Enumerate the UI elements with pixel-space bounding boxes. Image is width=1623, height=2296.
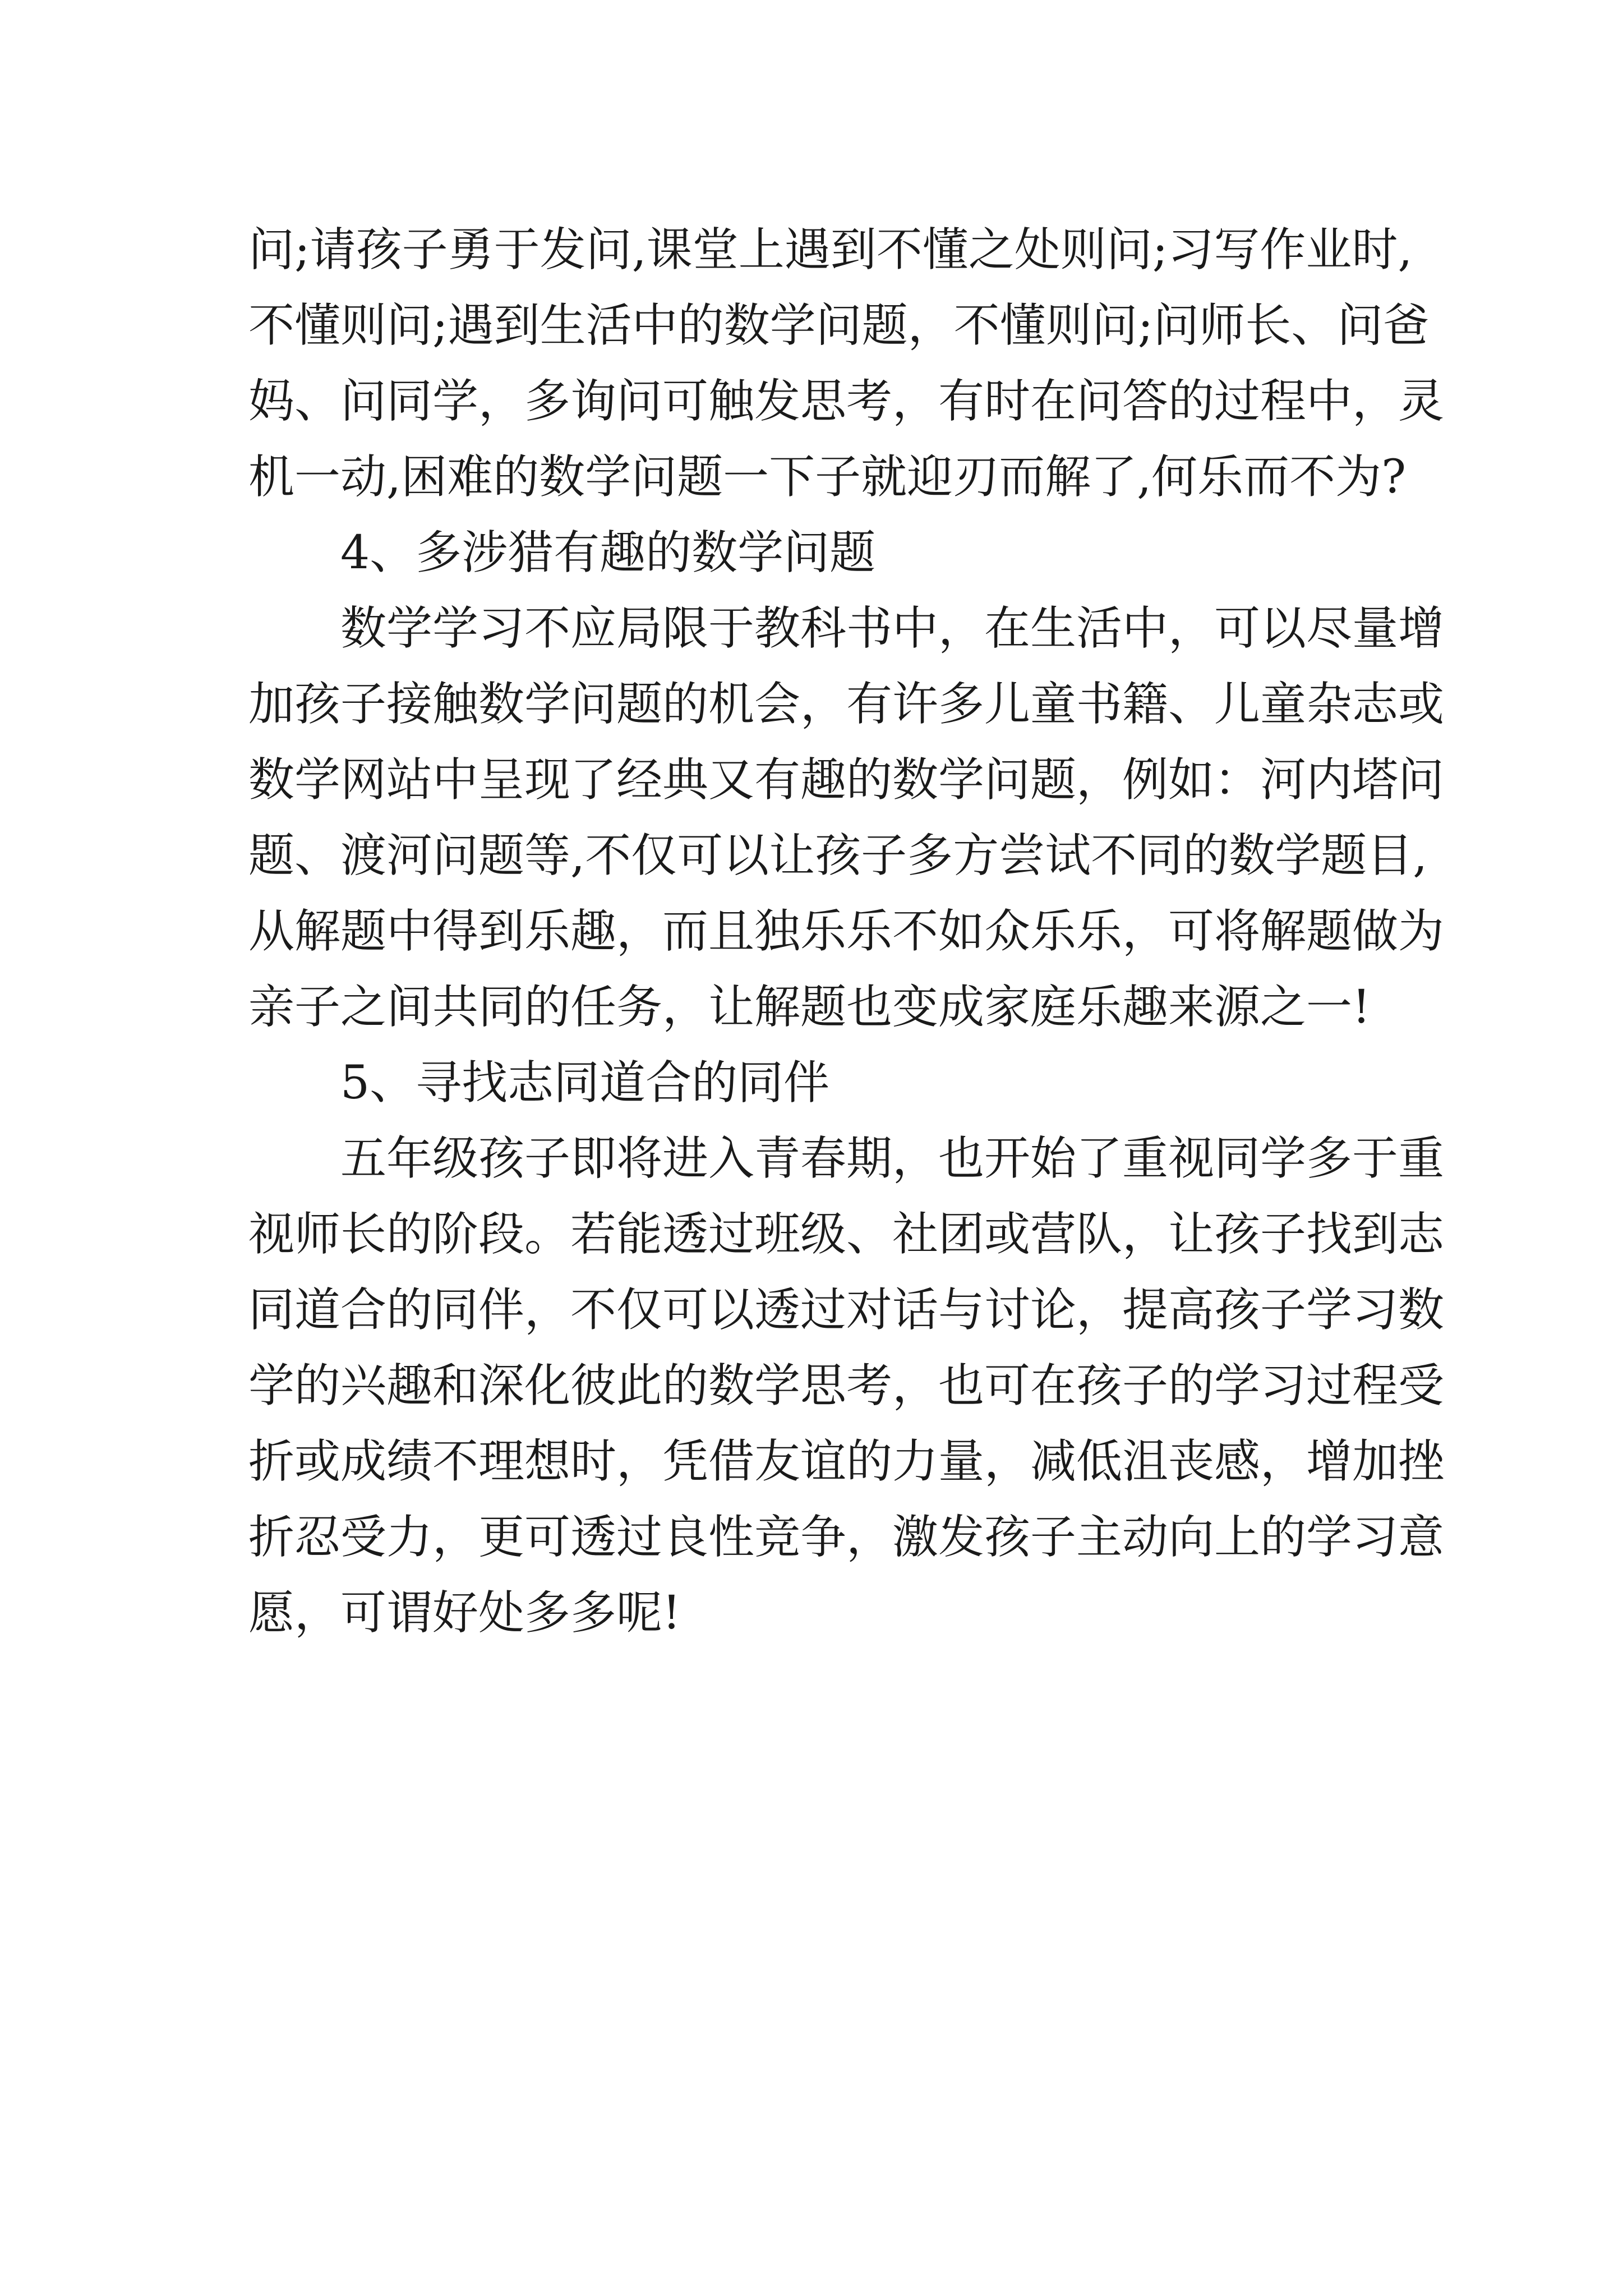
section-heading-4: 4、多涉猎有趣的数学问题 <box>340 526 876 579</box>
paragraph-2-line-2: 加孩子接触数学问题的机会，有许多儿童书籍、儿童杂志或 <box>248 678 1445 731</box>
paragraph-2-line-4: 题、渡河问题等,不仅可以让孩子多方尝试不同的数学题目, <box>248 829 1428 882</box>
paragraph-3-line-2: 视师长的阶段。若能透过班级、社团或营队，让孩子找到志 <box>248 1208 1445 1261</box>
paragraph-2-line-5: 从解题中得到乐趣，而且独乐乐不如众乐乐，可将解题做为 <box>248 905 1445 958</box>
paragraph-2-line-6: 亲子之间共同的任务，让解题也变成家庭乐趣来源之一! <box>248 981 1371 1034</box>
paragraph-1-line-4: 机一动,困难的数学问题一下子就迎刃而解了,何乐而不为? <box>248 450 1407 504</box>
paragraph-2-line-3: 数学网站中呈现了经典又有趣的数学问题，例如：河内塔问 <box>248 753 1445 807</box>
paragraph-1-line-2: 不懂则问;遇到生活中的数学问题，不懂则问;问师长、问爸 <box>248 299 1430 352</box>
paragraph-3-line-4: 学的兴趣和深化彼此的数学思考，也可在孩子的学习过程受 <box>248 1359 1445 1412</box>
paragraph-2-line-1: 数学学习不应局限于教科书中，在生活中，可以尽量增 <box>340 602 1445 655</box>
section-heading-5: 5、寻找志同道合的同伴 <box>340 1056 830 1110</box>
paragraph-3-line-3: 同道合的同伴，不仅可以透过对话与讨论，提高孩子学习数 <box>248 1283 1445 1337</box>
paragraph-3-line-1: 五年级孩子即将进入青春期，也开始了重视同学多于重 <box>340 1132 1445 1185</box>
paragraph-3-line-5: 折或成绩不理想时，凭借友谊的力量，减低沮丧感，增加挫 <box>248 1435 1445 1488</box>
paragraph-3-line-7: 愿，可谓好处多多呢! <box>248 1586 681 1640</box>
paragraph-1-line-3: 妈、问同学，多询问可触发思考，有时在问答的过程中，灵 <box>248 375 1445 428</box>
paragraph-1-line-1: 问;请孩子勇于发问,课堂上遇到不懂之处则问;习写作业时, <box>248 223 1413 277</box>
document-body <box>248 212 1445 1651</box>
paragraph-3-line-6: 折忍受力，更可透过良性竞争，激发孩子主动向上的学习意 <box>248 1511 1445 1564</box>
